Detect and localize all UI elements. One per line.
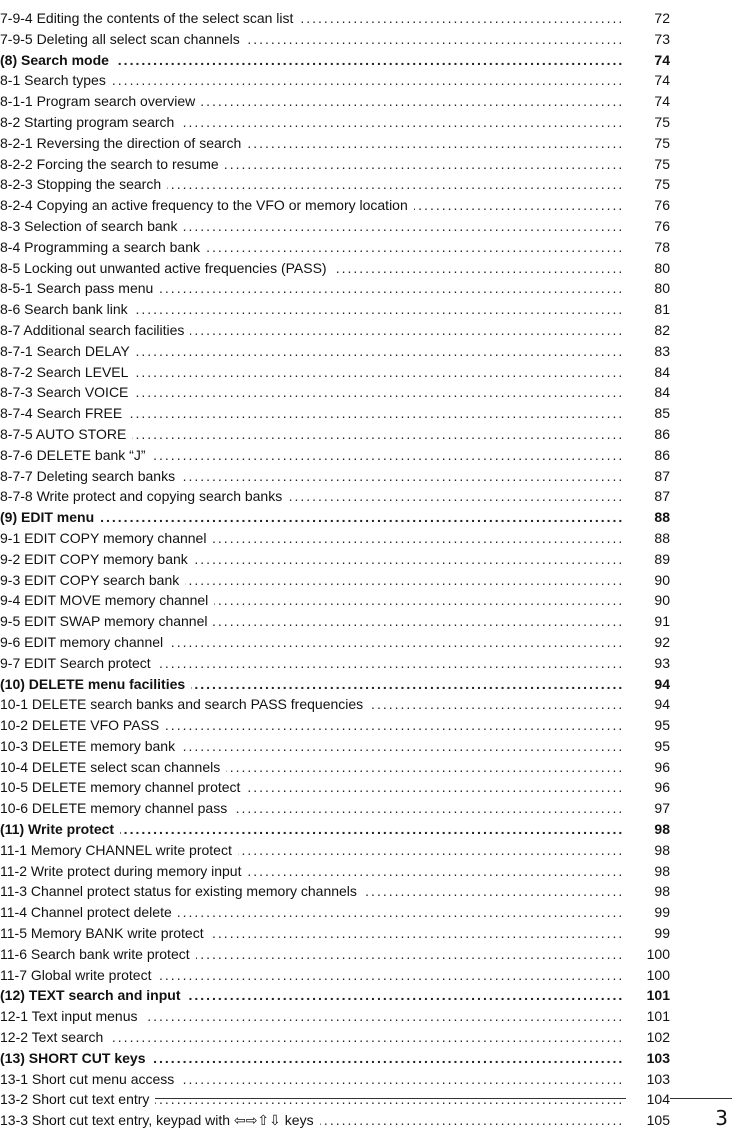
toc-entry-title: 9-4 EDIT MOVE memory channel: [0, 590, 214, 611]
toc-entry-page: 74: [626, 70, 670, 91]
toc-entry-title: (8) Search mode: [0, 50, 115, 71]
toc-entry: [0, 195, 732, 216]
toc-entry-page: 101: [626, 1006, 670, 1027]
toc-entry-title: 9-2 EDIT COPY memory bank: [0, 549, 194, 570]
toc-entry-page: 75: [626, 154, 670, 175]
toc-entry: [0, 694, 732, 715]
toc-entry-title: 7-9-5 Deleting all select scan channels: [0, 29, 246, 50]
toc-entry-page: 90: [626, 570, 670, 591]
toc-entry-title: 13-2 Short cut text entry: [0, 1089, 155, 1110]
toc-entry-page: 75: [626, 133, 670, 154]
toc-entry-title: 9-5 EDIT SWAP memory channel: [0, 611, 213, 632]
toc-entry: [0, 757, 732, 778]
toc-entry-title: 8-7-2 Search LEVEL: [0, 362, 134, 383]
toc-entry: [0, 154, 732, 175]
toc-entry-page: 84: [626, 382, 670, 403]
toc-entry: [0, 923, 732, 944]
toc-entry-title: 12-1 Text input menus: [0, 1006, 144, 1027]
toc-entry-title: 10-6 DELETE memory channel pass: [0, 798, 233, 819]
toc-entry-page: 100: [626, 965, 670, 986]
toc-entry: [0, 549, 732, 570]
toc-entry-title: 8-1-1 Program search overview: [0, 91, 201, 112]
toc-entry: [0, 237, 732, 258]
toc-entry: [0, 70, 732, 91]
toc-entry-page: 95: [626, 715, 670, 736]
toc-entry-page: 91: [626, 611, 670, 632]
toc-entry-page: 103: [626, 1069, 670, 1090]
toc-entry-page: 96: [626, 777, 670, 798]
toc-section-heading: [0, 50, 732, 71]
toc-entry-page: 89: [626, 549, 670, 570]
toc-entry: [0, 278, 732, 299]
toc-entry: [0, 8, 732, 29]
toc-entry-page: 99: [626, 923, 670, 944]
toc-entry-page: 84: [626, 362, 670, 383]
toc-entry-title: 8-5 Locking out unwanted active frequencies (PASS): [0, 258, 333, 279]
toc-entry: [0, 258, 732, 279]
toc-entry-page: 73: [626, 29, 670, 50]
toc-entry: [0, 881, 732, 902]
toc-entry-page: 98: [626, 840, 670, 861]
toc-entry: [0, 965, 732, 986]
toc-entry-page: 95: [626, 736, 670, 757]
toc-entry: [0, 715, 732, 736]
toc-entry-title: 9-6 EDIT memory channel: [0, 632, 169, 653]
toc-entry: [0, 299, 732, 320]
toc-entry: [0, 1027, 732, 1048]
toc-entry: [0, 466, 732, 487]
toc-section-heading: [0, 1048, 732, 1069]
toc-entry-page: 98: [626, 819, 670, 840]
toc-entry-title: 10-3 DELETE memory bank: [0, 736, 181, 757]
table-of-contents: [0, 8, 732, 1131]
toc-entry-page: 97: [626, 798, 670, 819]
toc-entry: [0, 653, 732, 674]
toc-entry: [0, 632, 732, 653]
toc-entry-page: 92: [626, 632, 670, 653]
toc-entry-page: 74: [626, 91, 670, 112]
toc-entry-title: 10-2 DELETE VFO PASS: [0, 715, 165, 736]
toc-entry-title: 11-3 Channel protect status for existing memory channels: [0, 881, 363, 902]
toc-entry: [0, 1069, 732, 1090]
toc-entry: [0, 320, 732, 341]
toc-entry-page: 102: [626, 1027, 670, 1048]
toc-entry: [0, 902, 732, 923]
toc-entry-title: 8-2-1 Reversing the direction of search: [0, 133, 247, 154]
toc-entry-title: 8-5-1 Search pass menu: [0, 278, 159, 299]
toc-entry-page: 83: [626, 341, 670, 362]
toc-entry-page: 88: [626, 528, 670, 549]
toc-entry-title: 8-2-4 Copying an active frequency to the VFO or memory location: [0, 195, 414, 216]
toc-entry: [0, 798, 732, 819]
toc-entry-title: 10-4 DELETE select scan channels: [0, 757, 226, 778]
toc-entry-title: 10-1 DELETE search banks and search PASS frequencies: [0, 694, 369, 715]
toc-entry: [0, 341, 732, 362]
toc-entry-page: 80: [626, 278, 670, 299]
toc-entry-page: 103: [626, 1048, 670, 1069]
toc-entry-title: 11-5 Memory BANK write protect: [0, 923, 210, 944]
toc-entry-page: 105: [626, 1110, 670, 1131]
toc-entry-page: 78: [626, 237, 670, 258]
toc-entry-title: 8-7-8 Write protect and copying search banks: [0, 486, 288, 507]
toc-entry: [0, 840, 732, 861]
toc-entry-title: 8-2-2 Forcing the search to resume: [0, 154, 225, 175]
toc-entry-page: 82: [626, 320, 670, 341]
toc-entry-title: 8-2-3 Stopping the search: [0, 174, 167, 195]
toc-entry-title: 8-7-1 Search DELAY: [0, 341, 136, 362]
toc-entry-title: 13-3 Short cut text entry, keypad with ⇦⇨⇧⇩ keys: [0, 1110, 320, 1131]
toc-entry-title: 8-7-3 Search VOICE: [0, 382, 134, 403]
toc-entry: [0, 486, 732, 507]
toc-entry-page: 96: [626, 757, 670, 778]
toc-entry-title: 13-1 Short cut menu access: [0, 1069, 180, 1090]
toc-entry: [0, 424, 732, 445]
toc-entry-page: 80: [626, 258, 670, 279]
toc-entry-title: 9-7 EDIT Search protect: [0, 653, 157, 674]
toc-entry: [0, 133, 732, 154]
toc-entry-title: 8-7-4 Search FREE: [0, 403, 128, 424]
toc-entry: [0, 216, 732, 237]
toc-entry-title: 9-1 EDIT COPY memory channel: [0, 528, 212, 549]
toc-section-heading: [0, 985, 732, 1006]
toc-entry-title: (13) SHORT CUT keys: [0, 1048, 151, 1069]
toc-entry-title: 9-3 EDIT COPY search bank: [0, 570, 185, 591]
toc-entry-page: 94: [626, 674, 670, 695]
toc-entry-page: 87: [626, 486, 670, 507]
toc-entry-page: 86: [626, 445, 670, 466]
toc-entry-title: 7-9-4 Editing the contents of the select scan list: [0, 8, 299, 29]
toc-entry-page: 100: [626, 944, 670, 965]
toc-entry-page: 74: [626, 50, 670, 71]
toc-entry-page: 87: [626, 466, 670, 487]
toc-entry-title: 8-7-5 AUTO STORE: [0, 424, 132, 445]
toc-entry: [0, 382, 732, 403]
toc-entry-page: 99: [626, 902, 670, 923]
toc-entry-title: 12-2 Text search: [0, 1027, 109, 1048]
toc-entry-page: 76: [626, 195, 670, 216]
toc-entry: [0, 174, 732, 195]
toc-entry-title: (12) TEXT search and input: [0, 985, 186, 1006]
toc-entry: [0, 777, 732, 798]
toc-entry-title: 11-1 Memory CHANNEL write protect: [0, 840, 238, 861]
toc-entry: [0, 91, 732, 112]
toc-entry-title: 8-7 Additional search facilities: [0, 320, 190, 341]
toc-entry-page: 104: [626, 1089, 670, 1110]
toc-entry: [0, 445, 732, 466]
toc-entry-page: 88: [626, 507, 670, 528]
toc-entry-title: (10) DELETE menu facilities: [0, 674, 191, 695]
toc-entry: [0, 944, 732, 965]
toc-entry-page: 98: [626, 861, 670, 882]
toc-entry-title: 8-2 Starting program search: [0, 112, 180, 133]
toc-entry-title: 8-3 Selection of search bank: [0, 216, 183, 237]
toc-entry-title: 8-6 Search bank link: [0, 299, 134, 320]
toc-entry-page: 85: [626, 403, 670, 424]
toc-entry-title: 10-5 DELETE memory channel protect: [0, 777, 246, 798]
toc-entry-page: 86: [626, 424, 670, 445]
toc-entry: [0, 1006, 732, 1027]
toc-entry: [0, 1089, 732, 1110]
toc-entry-page: 98: [626, 881, 670, 902]
toc-entry: [0, 528, 732, 549]
toc-entry: [0, 590, 732, 611]
toc-entry-page: 75: [626, 174, 670, 195]
toc-entry: [0, 29, 732, 50]
toc-section-heading: [0, 507, 732, 528]
toc-entry-title: (9) EDIT menu: [0, 507, 100, 528]
toc-entry: [0, 1110, 732, 1131]
toc-entry: [0, 611, 732, 632]
toc-entry-page: 101: [626, 985, 670, 1006]
toc-entry-title: 11-2 Write protect during memory input: [0, 861, 247, 882]
toc-entry: [0, 861, 732, 882]
toc-entry-title: 11-7 Global write protect: [0, 965, 157, 986]
toc-entry-page: 93: [626, 653, 670, 674]
toc-entry-title: 11-6 Search bank write protect: [0, 944, 196, 965]
toc-entry-title: 8-7-6 DELETE bank “J”: [0, 445, 152, 466]
toc-entry-title: (11) Write protect: [0, 819, 120, 840]
toc-entry-page: 81: [626, 299, 670, 320]
page-number: 3: [715, 1106, 728, 1130]
toc-entry: [0, 362, 732, 383]
toc-entry: [0, 403, 732, 424]
toc-entry-page: 94: [626, 694, 670, 715]
toc-entry: [0, 570, 732, 591]
toc-entry-title: 8-4 Programming a search bank: [0, 237, 206, 258]
toc-entry-title: 11-4 Channel protect delete: [0, 902, 178, 923]
toc-section-heading: [0, 674, 732, 695]
toc-entry: [0, 736, 732, 757]
toc-entry-title: 8-7-7 Deleting search banks: [0, 466, 181, 487]
toc-entry-page: 75: [626, 112, 670, 133]
toc-entry-title: 8-1 Search types: [0, 70, 112, 91]
toc-entry-page: 76: [626, 216, 670, 237]
toc-section-heading: [0, 819, 732, 840]
toc-entry-page: 72: [626, 8, 670, 29]
toc-entry-page: 90: [626, 590, 670, 611]
toc-entry: [0, 112, 732, 133]
